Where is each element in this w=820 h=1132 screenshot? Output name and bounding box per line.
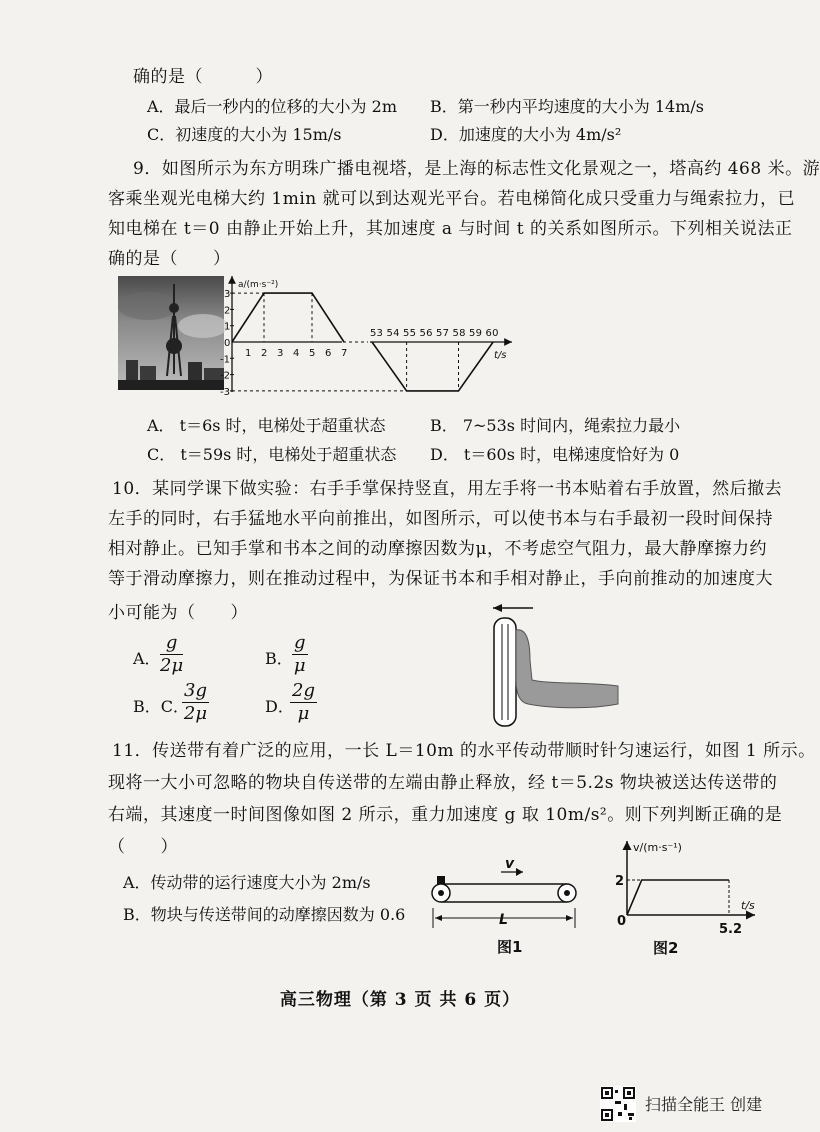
q8-option-b: B．第一秒内平均速度的大小为 14m/s xyxy=(430,97,704,116)
y-tick-label: 1 xyxy=(224,321,231,333)
q9-option-a: A． t＝6s 时，电梯处于超重状态 xyxy=(147,416,386,435)
q11-stem-line-4: （ ） xyxy=(108,837,178,857)
q10-stem-line-5: 小可能为（ ） xyxy=(108,603,248,623)
q10-option-d-denominator: μ xyxy=(297,703,310,724)
at-series-line xyxy=(372,342,493,391)
q10-option-a-denominator: 2μ xyxy=(160,655,184,676)
q10-option-a-label: A． xyxy=(133,649,161,668)
fig2-x-tick: 5.2 xyxy=(719,922,743,937)
q9-stem-line-3: 知电梯在 t＝0 由静止开始上升，其加速度 a 与时间 t 的关系如图所示。下列相关说法正 xyxy=(108,219,793,239)
q10-option-d-fraction xyxy=(290,680,317,725)
y-tick-label: -1 xyxy=(220,354,230,366)
q10-option-b-fraction xyxy=(292,632,308,677)
at-series-line xyxy=(232,293,344,342)
q9-option-c: C． t＝59s 时，电梯处于超重状态 xyxy=(147,445,397,464)
graph-xlabel: t/s xyxy=(494,350,507,361)
belt-length-label: L xyxy=(499,912,508,928)
x-tick-label: 2 xyxy=(261,348,268,359)
q11-stem-line-2: 现将一大小可忽略的物块自传送带的左端由静止释放，经 t＝5.2s 物块被送达传送带的 xyxy=(108,773,778,793)
q10-option-a-numerator: g xyxy=(160,632,183,655)
q11-option-b: B．物块与传送带间的动摩擦因数为 0.6 xyxy=(123,905,406,924)
block-icon xyxy=(437,876,445,884)
y-tick-label: -2 xyxy=(220,370,230,382)
q9-option-b: B． 7~53s 时间内，绳索拉力最小 xyxy=(430,416,681,435)
velocity-time-graph xyxy=(605,835,765,960)
x-tick-label: 7 xyxy=(341,348,348,359)
q9-option-d: D． t＝60s 时，电梯速度恰好为 0 xyxy=(430,445,680,464)
x-tick-label: 4 xyxy=(293,348,300,359)
q11-stem-line-1: 11．传送带有着广泛的应用，一长 L＝10m 的水平传动带顺时针匀速运行，如图 1 所示。 xyxy=(112,741,816,761)
q10-option-d-label: D． xyxy=(265,697,294,716)
q9-stem-line-1: 9．如图所示为东方明珠广播电视塔，是上海的标志性文化景观之一，塔高约 468 米。游 xyxy=(133,159,820,179)
tower-photo xyxy=(118,276,224,390)
x-tick-label: 6 xyxy=(325,348,332,359)
hand-icon xyxy=(516,630,618,708)
fig2-ylabel: v/(m·s⁻¹) xyxy=(633,841,682,854)
x-tick-label: 5 xyxy=(309,348,316,359)
q8-stem-tail: 确的是（ ） xyxy=(133,67,273,87)
fig2-xlabel: t/s xyxy=(741,899,755,912)
y-tick-label: 0 xyxy=(224,338,231,349)
q9-stem-line-2: 客乘坐观光电梯大约 1min 就可以到达观光平台。若电梯简化成只受重力与绳索拉力，已 xyxy=(108,189,796,209)
book-icon xyxy=(494,618,516,726)
q10-option-c-denominator: 2μ xyxy=(183,703,208,724)
y-tick-label: 2 xyxy=(224,305,231,317)
q9-stem-line-4: 确的是（ ） xyxy=(108,249,231,269)
q10-option-c-numerator: 3g xyxy=(184,680,207,701)
q10-option-a-fraction xyxy=(160,632,183,677)
q8-option-a: A．最后一秒内的位移的大小为 2m xyxy=(147,97,397,116)
conveyor-belt-figure xyxy=(425,848,585,958)
q10-option-b-numerator: g xyxy=(294,632,306,653)
belt-velocity-label: v xyxy=(505,856,515,872)
q10-option-c-fraction xyxy=(182,680,209,725)
q11-stem-line-3: 右端，其速度一时间图像如图 2 所示，重力加速度 g 取 10m/s²。则下列判断正确的是 xyxy=(108,805,783,825)
q10-stem-line-1: 10．某同学课下做实验：右手手掌保持竖直，用左手将一书本贴着右手放置，然后撤去 xyxy=(112,479,783,499)
acceleration-time-graph xyxy=(222,272,520,398)
book-hand-figure xyxy=(478,600,623,730)
q8-option-d: D．加速度的大小为 4m/s² xyxy=(430,125,622,144)
x-tick-label: 3 xyxy=(277,348,284,359)
qr-code-icon xyxy=(600,1086,636,1122)
q11-option-a: A．传动带的运行速度大小为 2m/s xyxy=(123,873,371,892)
q10-stem-line-3: 相对静止。已知手掌和书本之间的动摩擦因数为μ，不考虑空气阻力，最大静摩擦力约 xyxy=(108,539,768,559)
watermark-text: 扫描全能王 创建 xyxy=(645,1095,763,1114)
fig2-caption: 图2 xyxy=(653,939,679,957)
y-tick-label: 3 xyxy=(224,289,231,301)
q10-option-b-label: B． xyxy=(265,649,293,668)
graph-ylabel: a/(m·s⁻²) xyxy=(238,280,279,290)
graph-xticks-right: 53 54 55 56 57 58 59 60 xyxy=(370,328,499,339)
vt-series-line xyxy=(627,880,729,915)
q8-option-c: C．初速度的大小为 15m/s xyxy=(147,125,342,144)
page-footer: 高三物理（第 3 页 共 6 页） xyxy=(279,990,521,1010)
fig2-origin: 0 xyxy=(617,914,627,929)
q10-option-b-denominator: μ xyxy=(293,655,306,676)
y-tick-label: -3 xyxy=(220,386,230,398)
x-tick-label: 1 xyxy=(245,348,252,359)
fig1-caption: 图1 xyxy=(497,938,523,956)
q10-stem-line-4: 等于滑动摩擦力，则在推动过程中，为保证书本和手相对静止，手向前推动的加速度大 xyxy=(108,569,773,589)
q10-option-d-numerator: 2g xyxy=(292,680,315,701)
q10-stem-line-2: 左手的同时，右手猛地水平向前推出，如图所示，可以使书本与右手最初一段时间保持 xyxy=(108,509,773,529)
q10-option-c-label: B．C． xyxy=(133,697,190,716)
fig2-y-tick: 2 xyxy=(615,874,625,889)
